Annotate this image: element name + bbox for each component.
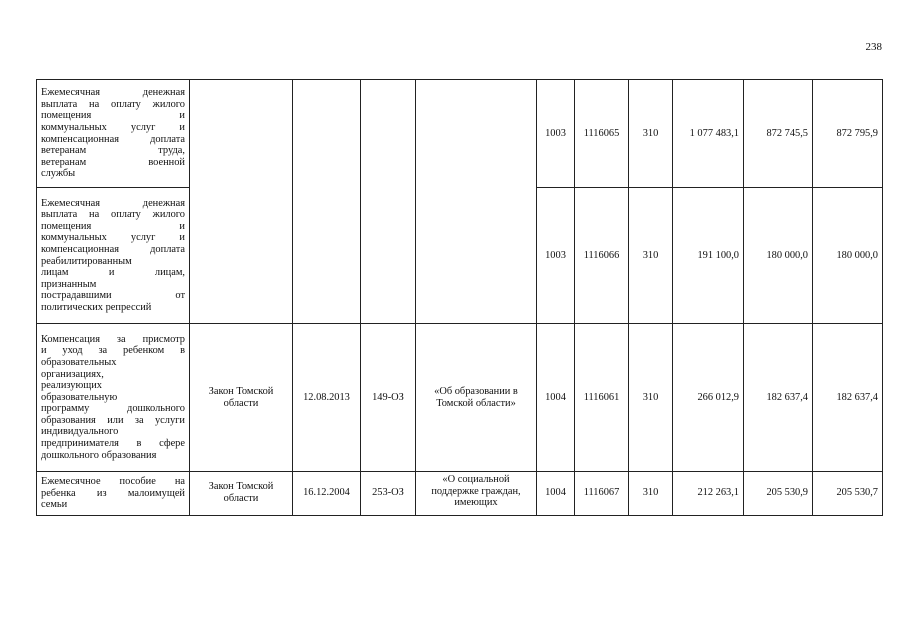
sum-2014-cell: 212 263,1 — [673, 472, 744, 516]
name-line: образовательную — [41, 391, 118, 403]
name-line: коммунальных услуг и — [41, 121, 185, 133]
name-line: Ежемесячная денежная — [41, 197, 185, 209]
section-code-cell: 1004 — [537, 472, 575, 516]
name-line: компенсационная доплата — [41, 133, 185, 145]
expense-name-cell — [37, 324, 190, 472]
name-line: и уход за ребенком в — [41, 345, 185, 357]
name-line: ветеранам труда, — [41, 145, 185, 157]
sum-2016-cell: 872 795,9 — [813, 80, 883, 188]
name-line: предпринимателя в сфере — [41, 438, 185, 450]
name-line: семьи — [41, 499, 68, 511]
name-line: службы — [41, 168, 76, 180]
act-date-cell — [293, 80, 361, 324]
section-code-cell: 1003 — [537, 80, 575, 188]
table-row — [37, 324, 883, 472]
name-line: помещения и — [41, 110, 185, 122]
name-line: политических репрессий — [41, 301, 152, 313]
name-line: реализующих — [41, 380, 102, 392]
name-line: ветеранам военной — [41, 156, 185, 168]
name-line: Компенсация за присмотр — [41, 333, 185, 345]
act-type-cell: Закон Томской области — [190, 324, 293, 472]
name-line: помещения и — [41, 220, 185, 232]
act-number-cell: 149-ОЗ — [361, 324, 416, 472]
name-line: признанным — [41, 278, 97, 290]
sum-2016-cell: 182 637,4 — [813, 324, 883, 472]
section-code-cell: 1004 — [537, 324, 575, 472]
act-date-cell: 12.08.2013 — [293, 324, 361, 472]
sum-2015-cell: 182 637,4 — [744, 324, 813, 472]
page-number: 238 — [865, 41, 882, 53]
act-date-cell: 16.12.2004 — [293, 472, 361, 516]
sum-2016-cell: 180 000,0 — [813, 188, 883, 324]
target-code-cell: 1116061 — [575, 324, 629, 472]
name-line: индивидуального — [41, 426, 119, 438]
name-line: выплата на оплату жилого — [41, 209, 185, 221]
sum-2016-cell: 205 530,7 — [813, 472, 883, 516]
act-type-cell — [190, 80, 293, 324]
name-line: реабилитированным — [41, 255, 132, 267]
act-number-cell — [361, 80, 416, 324]
act-title-cell — [416, 80, 537, 324]
expense-type-cell: 310 — [629, 324, 673, 472]
name-line: коммунальных услуг и — [41, 232, 185, 244]
sum-2015-cell: 872 745,5 — [744, 80, 813, 188]
name-line: дошкольного образования — [41, 449, 157, 461]
table-row — [37, 472, 883, 516]
expense-name-cell — [37, 80, 190, 188]
name-line: Ежемесячная денежная — [41, 87, 185, 99]
table-row — [37, 80, 883, 188]
budget-table — [36, 79, 883, 516]
expense-name-cell — [37, 472, 190, 516]
name-line: образования или за услуги — [41, 414, 185, 426]
expense-type-cell: 310 — [629, 188, 673, 324]
expense-type-cell: 310 — [629, 80, 673, 188]
name-line: программу дошкольного — [41, 403, 185, 415]
target-code-cell: 1116065 — [575, 80, 629, 188]
act-title-cell: «Об образовании в Томской области» — [416, 324, 537, 472]
target-code-cell: 1116067 — [575, 472, 629, 516]
sum-2015-cell: 180 000,0 — [744, 188, 813, 324]
name-line: ребенка из малоимущей — [41, 487, 185, 499]
name-line: образовательных — [41, 356, 117, 368]
sum-2015-cell: 205 530,9 — [744, 472, 813, 516]
name-line: организациях, — [41, 368, 104, 380]
name-line: компенсационная доплата — [41, 243, 185, 255]
name-line: лицам и лицам, — [41, 267, 185, 279]
sum-2014-cell: 191 100,0 — [673, 188, 744, 324]
act-number-cell: 253-ОЗ — [361, 472, 416, 516]
act-title-cell: «О социальной поддержке граждан, имеющих — [416, 472, 537, 516]
target-code-cell: 1116066 — [575, 188, 629, 324]
name-line: Ежемесячное пособие на — [41, 476, 185, 488]
expense-name-cell — [37, 188, 190, 324]
section-code-cell: 1003 — [537, 188, 575, 324]
sum-2014-cell: 1 077 483,1 — [673, 80, 744, 188]
name-line: пострадавшими от — [41, 290, 185, 302]
act-type-cell: Закон Томской области — [190, 472, 293, 516]
sum-2014-cell: 266 012,9 — [673, 324, 744, 472]
expense-type-cell: 310 — [629, 472, 673, 516]
name-line: выплата на оплату жилого — [41, 98, 185, 110]
